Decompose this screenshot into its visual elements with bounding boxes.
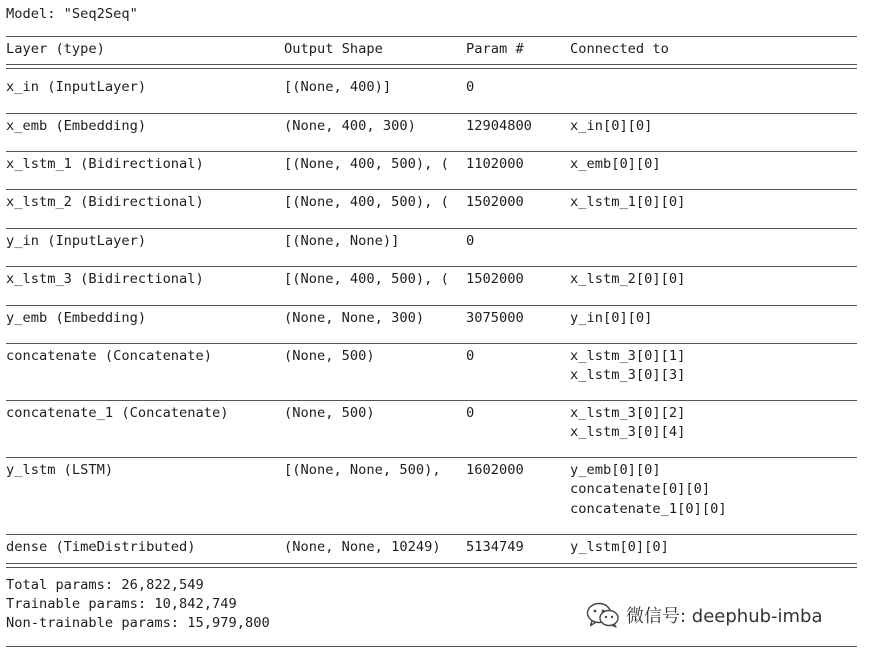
output-shape: [(None, None)]: [284, 233, 400, 249]
param-count: 1502000: [466, 194, 524, 210]
param-count: 1102000: [466, 156, 524, 172]
header-layer: Layer (type): [6, 41, 105, 57]
model-title: Model: "Seq2Seq": [6, 6, 138, 22]
output-shape: [(None, 400, 500), (: [284, 194, 449, 210]
param-count: 12904800: [466, 118, 532, 134]
row-separator: [6, 266, 857, 267]
total-params: Total params: 26,822,549: [6, 577, 204, 593]
connected-to: x_in[0][0]: [570, 118, 653, 134]
row-separator: [6, 534, 857, 535]
row-separator: [6, 189, 857, 190]
param-count: 5134749: [466, 539, 524, 555]
connected-to: x_lstm_3[0][4]: [570, 424, 686, 441]
output-shape: (None, 500): [284, 348, 375, 364]
row-separator: [6, 228, 857, 229]
connected-to: x_lstm_3[0][2]: [570, 405, 686, 421]
row-separator: [6, 400, 857, 401]
output-shape: (None, 400, 300): [284, 118, 416, 134]
row-separator: [6, 151, 857, 152]
watermark-text: 微信号: deephub-imba: [626, 606, 823, 627]
output-shape: [(None, None, 500),: [284, 462, 441, 478]
separator-bottom: [6, 646, 857, 647]
layer-name: x_in (InputLayer): [6, 79, 147, 95]
connected-to: x_lstm_2[0][0]: [570, 271, 686, 287]
param-count: 1602000: [466, 462, 524, 478]
wechat-icon: [586, 602, 620, 628]
output-shape: (None, None, 300): [284, 310, 425, 326]
layer-name: x_lstm_1 (Bidirectional): [6, 156, 204, 172]
layer-name: dense (TimeDistributed): [6, 539, 196, 555]
non-trainable-params: Non-trainable params: 15,979,800: [6, 615, 270, 631]
param-count: 0: [466, 405, 475, 421]
output-shape: [(None, 400, 500), (: [284, 156, 449, 172]
row-separator: [6, 343, 857, 344]
layer-name: x_emb (Embedding): [6, 118, 147, 134]
separator-header: [6, 64, 857, 69]
connected-to: x_lstm_3[0][1]: [570, 348, 686, 364]
connected-to: concatenate_1[0][0]: [570, 500, 727, 517]
connected-to: x_emb[0][0]: [570, 156, 661, 172]
layer-name: x_lstm_3 (Bidirectional): [6, 271, 204, 287]
layer-name: x_lstm_2 (Bidirectional): [6, 194, 204, 210]
watermark: [586, 602, 823, 628]
param-count: 0: [466, 348, 475, 364]
output-shape: (None, 500): [284, 405, 375, 421]
connected-to: y_lstm[0][0]: [570, 539, 669, 555]
separator-footer: [6, 563, 857, 568]
layer-name: y_lstm (LSTM): [6, 462, 114, 478]
param-count: 1502000: [466, 271, 524, 287]
layer-name: y_emb (Embedding): [6, 310, 147, 326]
connected-to: y_in[0][0]: [570, 310, 653, 326]
connected-to: concatenate[0][0]: [570, 481, 711, 498]
connected-to: y_emb[0][0]: [570, 462, 661, 478]
output-shape: [(None, 400, 500), (: [284, 271, 449, 287]
layer-name: y_in (InputLayer): [6, 233, 147, 249]
trainable-params: Trainable params: 10,842,749: [6, 596, 237, 612]
header-output-shape: Output Shape: [284, 41, 383, 57]
row-separator: [6, 113, 857, 114]
param-count: 0: [466, 79, 475, 95]
output-shape: [(None, 400)]: [284, 79, 392, 95]
header-connected-to: Connected to: [570, 41, 669, 57]
layer-name: concatenate (Concatenate): [6, 348, 213, 364]
param-count: 3075000: [466, 310, 524, 326]
header-params: Param #: [466, 41, 524, 57]
param-count: 0: [466, 233, 475, 249]
separator-top: [6, 36, 857, 37]
output-shape: (None, None, 10249): [284, 539, 441, 555]
layer-name: concatenate_1 (Concatenate): [6, 405, 229, 421]
connected-to: x_lstm_3[0][3]: [570, 367, 686, 384]
connected-to: x_lstm_1[0][0]: [570, 194, 686, 210]
row-separator: [6, 305, 857, 306]
row-separator: [6, 457, 857, 458]
